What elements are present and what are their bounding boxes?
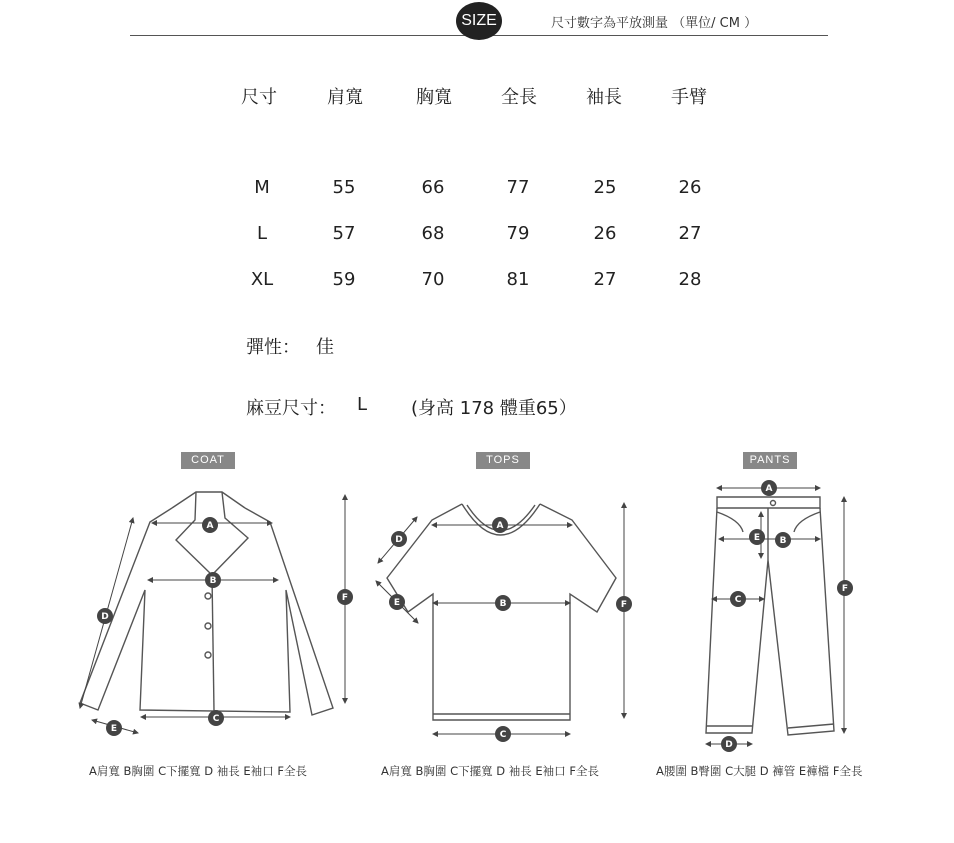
pants-tag: PANTS	[743, 452, 797, 469]
table-cell: 68	[421, 223, 445, 244]
svg-text:E: E	[393, 598, 401, 608]
size-badge: SIZE	[456, 2, 502, 40]
col-header-sleeve: 袖長	[586, 87, 622, 108]
col-header-shoulder: 肩寬	[327, 87, 363, 108]
svg-text:C: C	[499, 730, 507, 740]
marker-c	[495, 726, 511, 742]
table-cell: XL	[250, 269, 274, 290]
table-cell: 81	[506, 269, 530, 290]
marker-e	[389, 594, 405, 610]
marker-d	[721, 736, 737, 752]
svg-text:D: D	[725, 740, 733, 750]
table-cell: 57	[332, 223, 356, 244]
marker-f	[616, 596, 632, 612]
marker-e	[749, 529, 765, 545]
table-cell: 26	[678, 177, 702, 198]
tops-diagram	[376, 503, 632, 742]
table-cell: 27	[593, 269, 617, 290]
table-cell: 28	[678, 269, 702, 290]
coat-caption: A肩寬 B胸圍 C下擺寬 D 袖長 E袖口 F全長	[89, 764, 307, 778]
svg-text:F: F	[841, 584, 849, 594]
table-cell: 27	[678, 223, 702, 244]
marker-b	[775, 532, 791, 548]
marker-d	[97, 608, 113, 624]
elasticity-label: 彈性：	[246, 337, 300, 358]
table-cell: 79	[506, 223, 530, 244]
tops-caption: A肩寬 B胸圍 C下擺寬 D 袖長 E袖口 F全長	[381, 764, 599, 778]
table-cell: M	[254, 177, 270, 198]
table-cell: 59	[332, 269, 356, 290]
table-cell: 66	[421, 177, 445, 198]
svg-text:D: D	[101, 612, 109, 622]
table-cell: 25	[593, 177, 617, 198]
svg-text:D: D	[395, 535, 403, 545]
svg-text:A: A	[765, 484, 773, 494]
model-size-value: L	[357, 394, 368, 415]
svg-text:F: F	[620, 600, 628, 610]
svg-text:B: B	[209, 576, 217, 586]
elasticity-value: 佳	[316, 337, 334, 358]
svg-text:E: E	[753, 533, 761, 543]
tops-tag: TOPS	[476, 452, 530, 469]
marker-d	[391, 531, 407, 547]
svg-text:F: F	[341, 593, 349, 603]
svg-text:A: A	[496, 521, 504, 531]
table-cell: 70	[421, 269, 445, 290]
pants-caption: A腰圍 B臀圍 C大腿 D 褲管 E褲檔 F全長	[656, 764, 863, 778]
pants-diagram	[706, 480, 853, 752]
svg-text:E: E	[110, 724, 118, 734]
svg-text:B: B	[499, 599, 507, 609]
svg-text:C: C	[734, 595, 742, 605]
marker-f	[837, 580, 853, 596]
marker-a	[202, 517, 218, 533]
col-header-arm: 手臂	[671, 87, 707, 108]
marker-c	[208, 710, 224, 726]
table-cell: 26	[593, 223, 617, 244]
marker-b	[205, 572, 221, 588]
marker-c	[730, 591, 746, 607]
svg-text:A: A	[206, 521, 214, 531]
col-header-size: 尺寸	[241, 87, 277, 108]
col-header-length: 全長	[501, 87, 537, 108]
coat-tag: COAT	[181, 452, 235, 469]
model-size-label: 麻豆尺寸：	[246, 398, 336, 419]
table-cell: 77	[506, 177, 530, 198]
svg-text:C: C	[212, 714, 220, 724]
svg-text:B: B	[779, 536, 787, 546]
marker-b	[495, 595, 511, 611]
coat-diagram	[80, 492, 353, 736]
marker-f	[337, 589, 353, 605]
marker-e	[106, 720, 122, 736]
marker-a	[761, 480, 777, 496]
measurement-note: 尺寸數字為平放測量 （單位/ CM ）	[551, 16, 758, 31]
table-cell: L	[256, 223, 268, 244]
model-measurements: (身高 178 體重65）	[411, 398, 577, 419]
table-cell: 55	[332, 177, 356, 198]
marker-a	[492, 517, 508, 533]
col-header-chest: 胸寬	[416, 87, 452, 108]
